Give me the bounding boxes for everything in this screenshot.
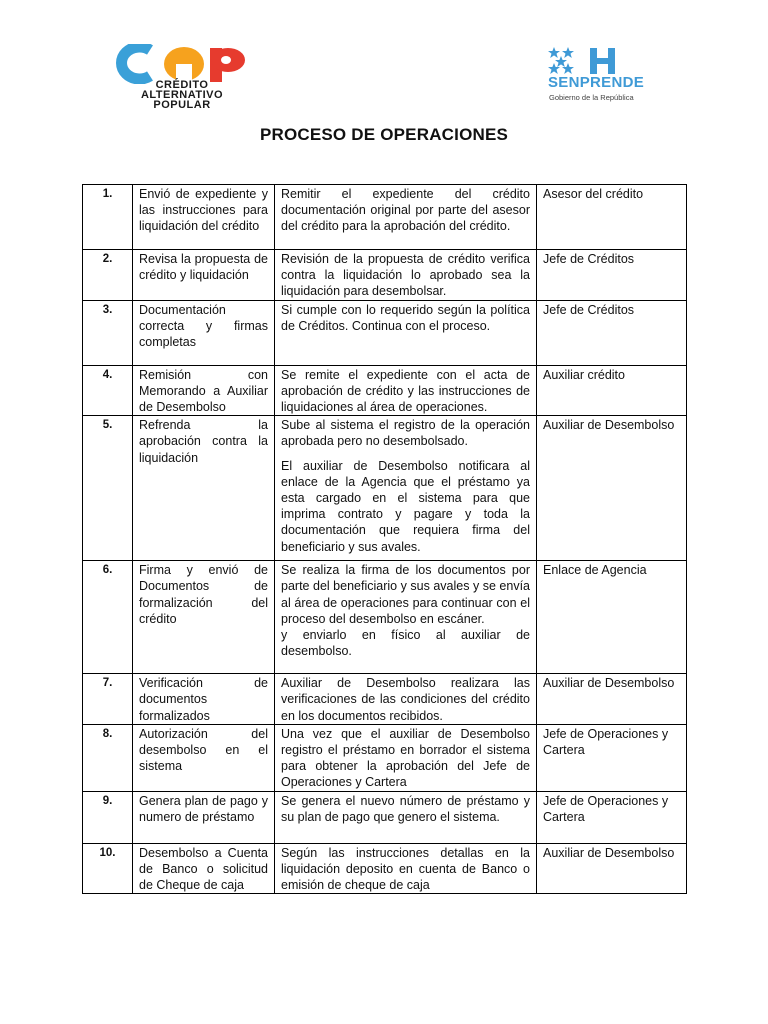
table-row	[83, 185, 687, 250]
step-number: 3.	[83, 300, 133, 365]
operations-table	[82, 184, 687, 894]
step-responsible: Enlace de Agencia	[537, 561, 687, 674]
step-description: Se genera el nuevo número de préstamo y su plan de pago que genero el sistema.	[275, 791, 537, 843]
step-description: Si cumple con lo requerido según la política de Créditos. Continua con el proceso.	[275, 300, 537, 365]
step-name: Firma y envió de Documentos de formalización del crédito	[133, 561, 275, 674]
step-number: 6.	[83, 561, 133, 674]
step-number: 4.	[83, 365, 133, 416]
table-row	[83, 791, 687, 843]
step-description-part1: Se realiza la firma de los documentos por parte del beneficiario y sus avales y se envía al área de operaciones para continuar con el proceso del desembolso en escáner.	[281, 563, 530, 626]
step-name: Genera plan de pago y numero de préstamo	[133, 791, 275, 843]
step-description-part2: El auxiliar de Desembolso notificara al enlace de la Agencia que el préstamo ya esta cargado en el sistema para que imprima contrato y pagare y toda la documentación que requiera firma del beneficiario y sus avales.	[281, 458, 530, 554]
step-responsible: Auxiliar de Desembolso	[537, 674, 687, 725]
step-name: Verificación de documentos formalizados	[133, 674, 275, 725]
step-responsible: Jefe de Operaciones y Cartera	[537, 724, 687, 791]
step-responsible: Jefe de Créditos	[537, 300, 687, 365]
honduras-stars-h-icon	[546, 46, 666, 76]
step-name: Refrenda la aprobación contra la liquidación	[133, 416, 275, 561]
cap-logo	[112, 44, 252, 110]
table-row	[83, 674, 687, 725]
table-row	[83, 843, 687, 894]
table-row	[83, 250, 687, 301]
step-responsible: Auxiliar de Desembolso	[537, 843, 687, 894]
step-description: Según las instrucciones detallas en la liquidación deposito en cuenta de Banco o emisión de cheque de caja	[275, 843, 537, 894]
step-name: Documentación correcta y firmas completas	[133, 300, 275, 365]
step-description: Auxiliar de Desembolso realizara las verificaciones de las condiciones del crédito en los documentos recibidos.	[275, 674, 537, 725]
step-description: Se remite el expediente con el acta de aprobación de crédito y las instrucciones de liquidaciones al área de operaciones.	[275, 365, 537, 416]
step-responsible: Jefe de Créditos	[537, 250, 687, 301]
table-row	[83, 300, 687, 365]
table-row	[83, 416, 687, 561]
step-name: Desembolso a Cuenta de Banco o solicitud de Cheque de caja	[133, 843, 275, 894]
senprende-logo	[546, 46, 666, 106]
table-row	[83, 365, 687, 416]
step-responsible: Auxiliar de Desembolso	[537, 416, 687, 561]
step-responsible: Jefe de Operaciones y Cartera	[537, 791, 687, 843]
step-name: Envió de expediente y las instrucciones para liquidación del crédito	[133, 185, 275, 250]
senprende-subtitle: Gobierno de la República	[549, 93, 634, 102]
cap-logo-line2: ALTERNATIVO	[140, 89, 224, 101]
table-row	[83, 561, 687, 674]
step-number: 9.	[83, 791, 133, 843]
step-number: 7.	[83, 674, 133, 725]
cap-logo-line1: CRÉDITO	[155, 79, 209, 91]
step-description: Una vez que el auxiliar de Desembolso registro el préstamo en borrador el sistema para obtener la aprobación del Jefe de Operaciones y Cartera	[275, 724, 537, 791]
step-name: Autorización del desembolso en el sistema	[133, 724, 275, 791]
cap-logo-line3: POPULAR	[153, 99, 211, 111]
table-row	[83, 724, 687, 791]
step-description-part1: Sube al sistema el registro de la operación aprobada pero no desembolsado.	[281, 418, 530, 449]
step-number: 1.	[83, 185, 133, 250]
senprende-name: SENPRENDE	[548, 74, 645, 91]
step-number: 2.	[83, 250, 133, 301]
step-description	[275, 561, 537, 674]
step-number: 8.	[83, 724, 133, 791]
cap-logo-mark	[112, 44, 252, 84]
step-description	[275, 416, 537, 561]
step-description-part2: y enviarlo en físico al auxiliar de desembolso.	[281, 628, 530, 659]
document-header	[0, 0, 768, 120]
step-description: Remitir el expediente del crédito documentación original por parte del asesor del crédito para la aprobación del crédito.	[275, 185, 537, 250]
step-name: Revisa la propuesta de crédito y liquidación	[133, 250, 275, 301]
step-responsible: Auxiliar crédito	[537, 365, 687, 416]
step-name: Remisión con Memorando a Auxiliar de Desembolso	[133, 365, 275, 416]
step-number: 10.	[83, 843, 133, 894]
step-number: 5.	[83, 416, 133, 561]
step-description: Revisión de la propuesta de crédito verifica contra la liquidación lo aprobado sea la liquidación para desembolsar.	[275, 250, 537, 301]
step-responsible: Asesor del crédito	[537, 185, 687, 250]
page-title: PROCESO DE OPERACIONES	[259, 125, 509, 144]
